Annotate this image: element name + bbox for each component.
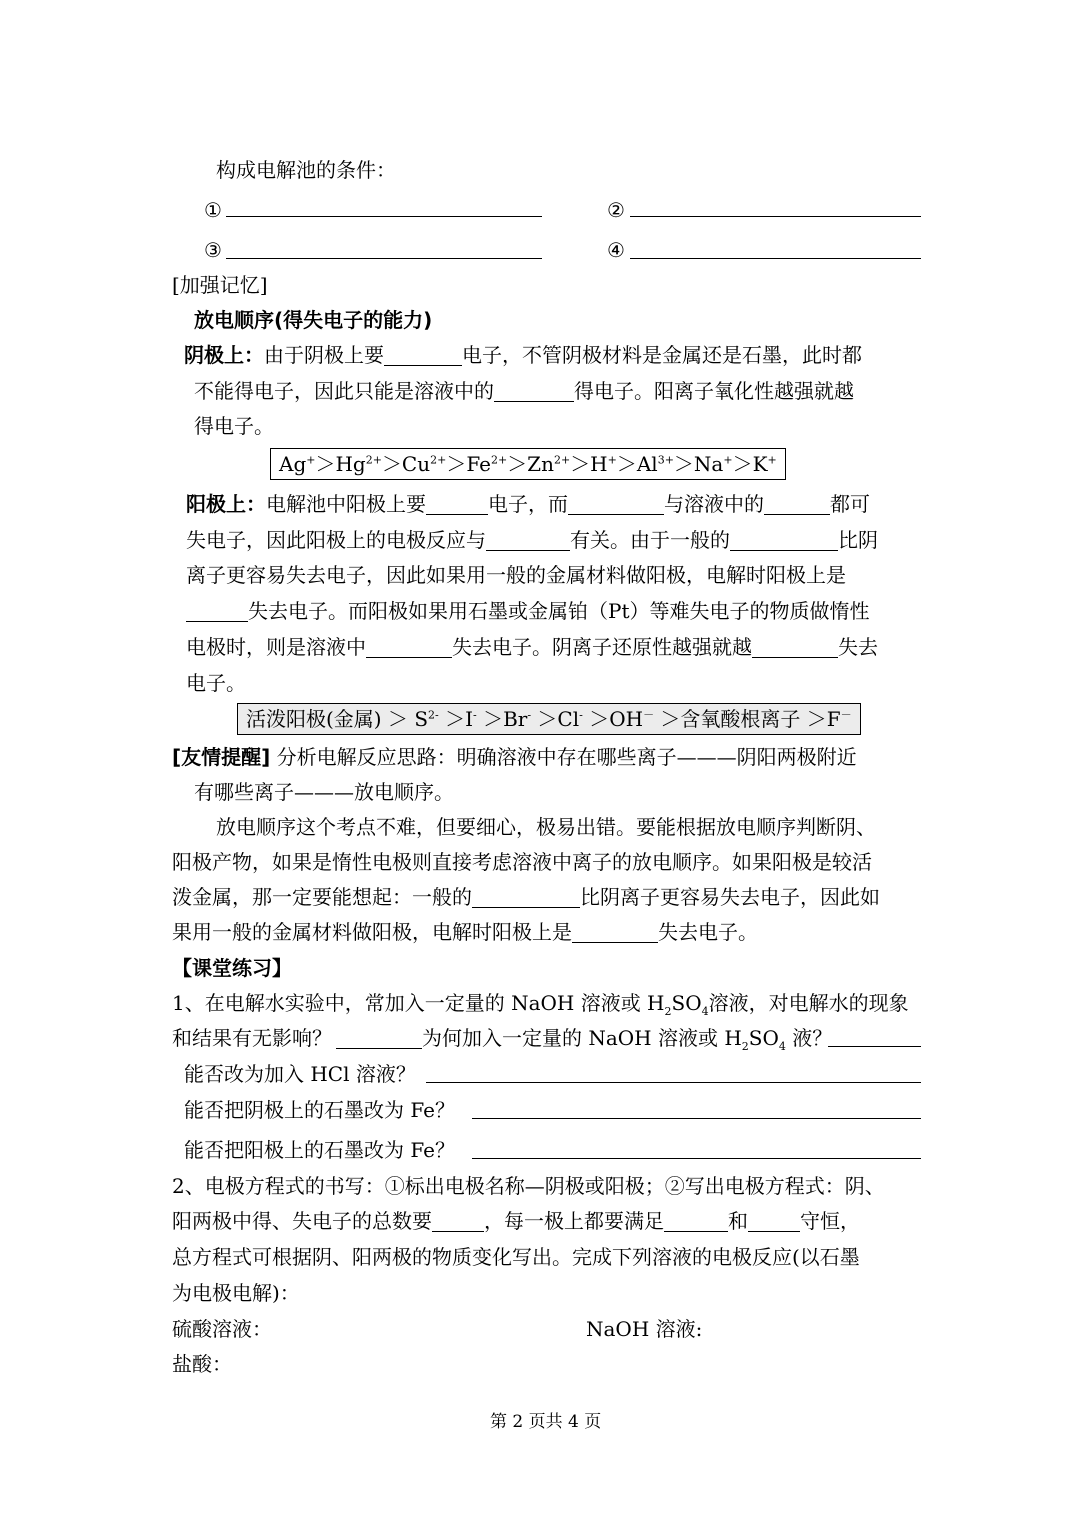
q2-line-4: 为电极电解)： [172,1281,300,1305]
condition-3-blank[interactable] [226,258,542,259]
anode-blank-5[interactable] [730,530,838,551]
q2-blank-1[interactable] [432,1211,484,1232]
condition-1-marker: ① [204,198,222,222]
q2-blank-2[interactable] [664,1211,728,1232]
solution-naoh: NaOH 溶液: [586,1317,703,1341]
cathode-line-1 [184,341,862,369]
q1-line-2: 和结果有无影响？ 为何加入一定量的 NaOH 溶液或 $H_2SO_4$ 液？ [172,1026,833,1053]
reminder-para-2: 阳极产物，如果是惰性电极则直接考虑溶液中离子的放电顺序。如果阳极是较活 [172,850,872,874]
anode-blank-8[interactable] [752,637,838,658]
condition-2-marker: ② [607,198,625,222]
q1-blank-3[interactable] [426,1082,921,1083]
q1-blank-1[interactable] [336,1028,422,1049]
cathode-text: 由于阴极上要 [264,343,384,367]
reminder-para-1: 放电顺序这个考点不难，但要细心，极易出错。要能根据放电顺序判断阴、 [216,815,876,839]
anode-blank-2[interactable] [568,494,664,515]
solution-hydrochloric-acid: 盐酸： [172,1352,232,1376]
reminder-heading: [友情提醒] [172,745,271,769]
anode-blank-6[interactable] [186,601,248,622]
page-footer: 第 2 页共 4 页 [490,1412,602,1432]
q1-line-4: 能否把阴极上的石墨改为 Fe？ [184,1098,455,1122]
q1-blank-5[interactable] [472,1158,921,1159]
cathode-blank-1[interactable] [384,345,462,366]
memory-subheading: 放电顺序(得失电子的能力) [194,308,433,332]
anode-blank-4[interactable] [486,530,570,551]
q2-line-1: 2、电极方程式的书写：①标出电极名称—阴极或阳极；②写出电极方程式：阴、 [172,1174,885,1198]
q2-line-2: 阳两极中得、失电子的总数要 ，每一极上都要满足 和 守恒， [172,1209,860,1233]
q1-line-1: 1、在电解水实验中，常加入一定量的 NaOH 溶液或 $H_2SO_4$溶液，对电解水的现象 [172,991,909,1018]
anion-order-box: 活泼阳极(金属) ＞ $S^{2-} >I^- >Br^- >Cl^- >OH^-$ ＞含氧酸根离子 ＞F－ [237,703,861,735]
reminder-blank-1[interactable] [472,887,580,908]
reminder-blank-2[interactable] [572,922,658,943]
q1-line-3: 能否改为加入 HCl 溶液？ [184,1062,416,1086]
condition-2-blank[interactable] [630,216,921,217]
cathode-blank-2[interactable] [494,381,574,402]
anode-line-4: 失去电子。而阳极如果用石墨或金属铂（Pt）等难失电子的物质做惰性 [186,597,870,625]
anode-line-3: 离子更容易失去电子，因此如果用一般的金属材料做阳极，电解时阳极上是 [186,563,846,587]
condition-4-blank[interactable] [630,258,921,259]
cathode-line-2 [194,377,854,405]
cathode-label: 阴极上： [184,343,264,367]
reminder-para-3: 泼金属，那一定要能想起：一般的 比阴离子更容易失去电子，因此如 [172,885,880,909]
anode-line-6: 电子。 [186,671,246,695]
reminder-line-2: 有哪些离子———放电顺序。 [194,780,454,804]
anode-label: 阳极上： [186,492,266,516]
q1-line-5: 能否把阳极上的石墨改为 Fe？ [184,1138,455,1162]
memory-heading: [加强记忆] [172,273,268,297]
solution-sulfuric-acid: 硫酸溶液： [172,1317,272,1341]
anode-blank-1[interactable] [426,494,488,515]
condition-3-marker: ③ [204,238,222,262]
anode-blank-7[interactable] [366,637,452,658]
anode-line-2: 失电子，因此阳极上的电极反应与 有关。由于一般的 比阴 [186,528,878,552]
condition-1-blank[interactable] [226,216,542,217]
page-number: 2 [512,1412,524,1432]
cathode-line-3: 得电子。 [194,414,274,438]
conditions-title: 构成电解池的条件： [216,158,396,182]
cathode-text: 得电子。阳离子氧化性越强就越 [574,379,854,403]
anode-line-1: 阳极上：电解池中阳极上要 电子，而 与溶液中的 都可 [186,492,870,516]
condition-4-marker: ④ [607,238,625,262]
anode-line-5: 电极时，则是溶液中 失去电子。阴离子还原性越强就越 失去 [186,635,878,659]
reminder-line-1: [友情提醒] 分析电解反应思路：明确溶液中存在哪些离子———阴阳两极附近 [172,745,857,769]
reminder-para-4: 果用一般的金属材料做阳极，电解时阳极上是 失去电子。 [172,920,758,944]
q2-line-3: 总方程式可根据阴、阳两极的物质变化写出。完成下列溶液的电极反应(以石墨 [172,1245,860,1269]
page-total: 4 [568,1412,579,1432]
cathode-text: 电子，不管阴极材料是金属还是石墨，此时都 [462,343,862,367]
cation-order-box: $Ag^+>Hg^{2+}>Cu^{2+}>Fe^{2+}>Zn^{2+}>H^+>Al^{3+}>Na^+>K^+$ [270,448,786,480]
q2-blank-3[interactable] [748,1211,800,1232]
q1-blank-4[interactable] [472,1118,921,1119]
cathode-text: 不能得电子，因此只能是溶液中的 [194,379,494,403]
anode-blank-3[interactable] [764,494,830,515]
practice-heading: 【课堂练习】 [172,956,292,980]
q1-blank-2[interactable] [828,1046,921,1047]
